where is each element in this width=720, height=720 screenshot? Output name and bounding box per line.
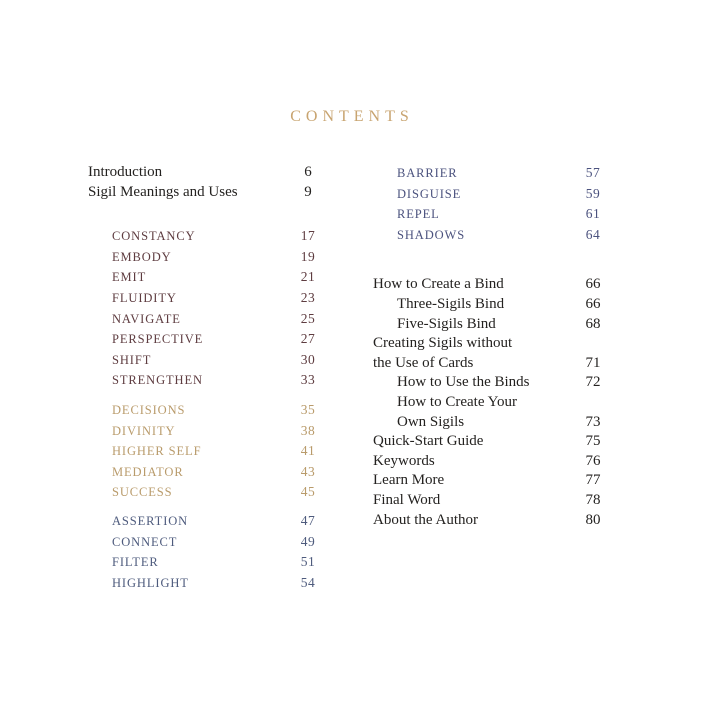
toc-entry-page: 72: [585, 374, 601, 391]
toc-entry-label: FLUIDITY: [112, 290, 177, 305]
toc-entry-page: 73: [585, 413, 601, 430]
toc-entry-page: 23: [300, 289, 316, 305]
toc-row: [373, 275, 610, 295]
toc-row: [373, 295, 610, 315]
toc-entry-label: Quick-Start Guide: [373, 433, 484, 450]
toc-entry-page: 27: [300, 331, 316, 347]
toc-row: [373, 334, 610, 354]
toc-row: [88, 462, 325, 483]
toc-row: [88, 350, 325, 371]
toc-entry-page: 6: [304, 164, 312, 180]
toc-entry-label: MEDIATOR: [112, 464, 184, 479]
toc-entry-label: Keywords: [373, 452, 435, 469]
toc-entry-label: NAVIGATE: [112, 311, 181, 326]
toc-entry-page: 66: [585, 295, 601, 312]
toc-row: [373, 413, 610, 433]
toc-group: [88, 511, 325, 593]
toc-entry-label: ASSERTION: [112, 513, 189, 528]
toc-entry-page: 78: [585, 491, 601, 508]
toc-entry-label: How to Create a Bind: [373, 276, 504, 293]
toc-entry-page: 9: [304, 183, 312, 200]
toc-entry-label: Learn More: [373, 472, 445, 489]
toc-row: [373, 184, 610, 205]
toc-group: [88, 226, 325, 391]
toc-entry-page: 49: [300, 533, 316, 549]
toc-entry-page: 33: [300, 372, 316, 388]
toc-entry-label: Sigil Meanings and Uses: [88, 183, 238, 200]
toc-entry-label: HIGHLIGHT: [112, 575, 189, 590]
toc-entry-label: BARRIER: [397, 166, 458, 180]
toc-row: [88, 482, 325, 503]
toc-entry-page: 21: [300, 269, 316, 285]
toc-row: [88, 226, 325, 247]
toc-entry-label: CONSTANCY: [112, 229, 196, 244]
toc-entry-page: 61: [585, 206, 601, 222]
toc-entry-page: 76: [585, 452, 601, 469]
toc-entry-page: 68: [585, 315, 601, 332]
toc-row: [373, 432, 610, 452]
toc-entry-label: About the Author: [373, 511, 478, 528]
toc-group: [88, 163, 325, 202]
toc-row: [373, 163, 610, 184]
toc-entry-label: DECISIONS: [112, 402, 186, 417]
toc-entry-page: 17: [300, 228, 316, 244]
toc-entry-label: PERSPECTIVE: [112, 332, 204, 347]
toc-row: [88, 532, 325, 553]
toc-entry-label: Introduction: [88, 164, 163, 180]
toc-entry-page: 35: [300, 401, 316, 417]
toc-entry-label: EMBODY: [112, 249, 172, 264]
toc-entry-page: 54: [300, 574, 316, 590]
toc-row: [373, 354, 610, 374]
toc-entry-page: 19: [300, 248, 316, 264]
toc-entry-page: 51: [300, 554, 316, 570]
toc-row: [373, 204, 610, 225]
toc-entry-label: REPEL: [397, 207, 440, 222]
toc-row: [88, 288, 325, 309]
toc-entry-label: STRENGTHEN: [112, 373, 203, 388]
toc-entry-page: 25: [300, 310, 316, 326]
toc-row: [373, 315, 610, 335]
toc-entry-label: the Use of Cards: [373, 354, 474, 371]
toc-row: [88, 329, 325, 350]
toc-entry-page: 57: [585, 165, 601, 180]
toc-row: [88, 370, 325, 391]
toc-entry-label: DIVINITY: [112, 423, 176, 438]
toc-entry-page: 66: [585, 276, 601, 293]
toc-column-left: [88, 163, 325, 593]
toc-entry-page: 43: [300, 463, 316, 479]
toc-group: [373, 163, 610, 245]
toc-entry-label: Final Word: [373, 491, 441, 508]
toc-entry-label: DISGUISE: [397, 186, 462, 201]
toc-entry-page: 59: [585, 185, 601, 201]
toc-entry-page: 45: [300, 484, 316, 500]
toc-entry-page: 41: [300, 443, 316, 459]
toc-row: [373, 225, 610, 246]
toc-row: [88, 163, 325, 183]
toc-entry-label: How to Create Your: [397, 393, 517, 410]
toc-entry-page: 77: [585, 472, 601, 489]
toc-entry-page: 80: [585, 511, 601, 528]
toc-row: [88, 511, 325, 532]
toc-entry-page: 47: [300, 512, 316, 528]
toc-row: [88, 267, 325, 288]
toc-entry-label: EMIT: [112, 270, 147, 285]
toc-row: [373, 393, 610, 413]
toc-entry-label: FILTER: [112, 555, 159, 570]
toc-entry-label: SHIFT: [112, 352, 152, 367]
toc-row: [373, 471, 610, 491]
toc-entry-label: CONNECT: [112, 534, 178, 549]
toc-row: [88, 247, 325, 268]
toc-row: [373, 491, 610, 511]
toc-entry-label: Three-Sigils Bind: [397, 295, 505, 312]
toc-row: [88, 309, 325, 330]
toc-entry-label: How to Use the Binds: [397, 374, 530, 391]
page-title: contents: [290, 101, 414, 126]
toc-entry-label: Creating Sigils without: [373, 335, 513, 352]
toc-entry-label: Own Sigils: [397, 413, 465, 430]
toc-row: [88, 421, 325, 442]
toc-entry-label: Five-Sigils Bind: [397, 315, 496, 332]
toc-entry-page: 64: [585, 226, 601, 242]
toc-row: [373, 511, 610, 531]
toc-row: [88, 441, 325, 462]
toc-entry-page: 30: [300, 351, 316, 367]
toc-group: [88, 400, 325, 503]
toc-entry-page: 38: [300, 422, 316, 438]
toc-row: [88, 400, 325, 421]
toc-row: [373, 373, 610, 393]
toc-row: [373, 452, 610, 472]
toc-entry-page: 71: [585, 354, 601, 371]
toc-group: [373, 275, 610, 530]
toc-entry-label: HIGHER SELF: [112, 444, 202, 459]
toc-entry-label: SHADOWS: [397, 227, 466, 242]
toc-entry-label: SUCCESS: [112, 485, 173, 500]
toc-entry-page: 75: [585, 433, 601, 450]
toc-row: [88, 573, 325, 594]
toc-column-right: [373, 163, 610, 530]
toc-row: [88, 552, 325, 573]
toc-row: [88, 183, 325, 203]
